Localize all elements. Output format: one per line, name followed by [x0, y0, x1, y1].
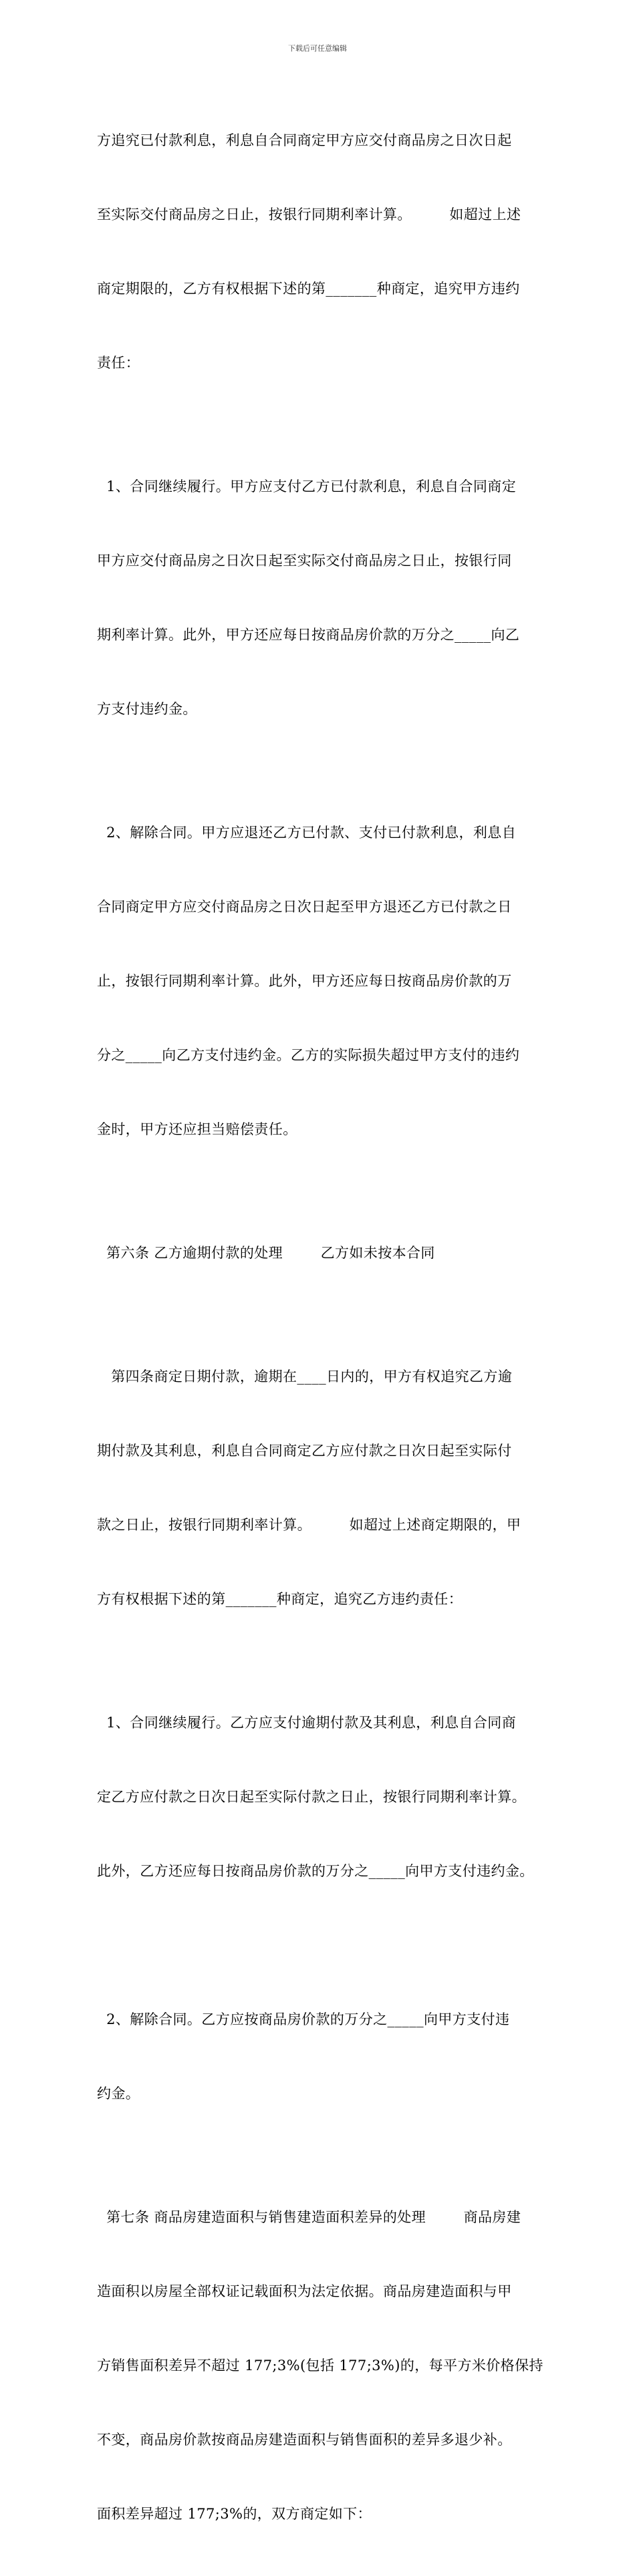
text-line: 1、合同继续履行。乙方应支付逾期付款及其利息，利息自合同商	[97, 1715, 517, 1731]
text-line: 方追究已付款利息，利息自合同商定甲方应交付商品房之日次日起	[97, 132, 512, 148]
text-line: 方销售面积差异不超过 177;3%(包括 177;3%)的，每平方米价格保持	[97, 2357, 543, 2374]
text-line: 责任：	[97, 355, 140, 371]
text-line: 合同商定甲方应交付商品房之日次日起至甲方退还乙方已付款之日	[97, 899, 512, 915]
text-line: 不变，商品房价款按商品房建造面积与销售面积的差异多退少补。	[97, 2432, 512, 2448]
text-line: 造面积以房屋全部权证记载面积为法定依据。商品房建造面积与甲	[97, 2283, 512, 2299]
text-line: 款之日止，按银行同期利率计算。 如超过上述商定期限的，甲	[97, 1517, 521, 1533]
text-line: 面积差异超过 177;3%的，双方商定如下：	[97, 2506, 372, 2522]
paragraph-late-payment	[97, 1315, 551, 1661]
article-six-heading	[97, 1191, 551, 1315]
paragraph-continue-contract-a	[97, 425, 551, 771]
text-line: 方有权根据下述的第_______种商定，追究乙方违约责任：	[97, 1591, 463, 1607]
text-line: 甲方应交付商品房之日次日起至实际交付商品房之日止，按银行同	[97, 553, 512, 569]
text-line: 止，按银行同期利率计算。此外，甲方还应每日按商品房价款的万	[97, 973, 512, 989]
paragraph-interest-clause	[97, 79, 551, 425]
text-line: 第四条商定日期付款，逾期在____日内的，甲方有权追究乙方逾	[97, 1369, 513, 1385]
paragraph-terminate-contract-a	[97, 771, 551, 1191]
text-line: 期利率计算。此外，甲方还应每日按商品房价款的万分之_____向乙	[97, 627, 520, 643]
article-seven-paragraph	[97, 2156, 551, 2576]
text-line: 约金。	[97, 2086, 140, 2102]
text-line: 第六条 乙方逾期付款的处理 乙方如未按本合同	[97, 1245, 435, 1261]
text-line: 此外，乙方还应每日按商品房价款的万分之_____向甲方支付违约金。	[97, 1863, 534, 1879]
text-line: 2、解除合同。乙方应按商品房价款的万分之_____向甲方支付违	[97, 2011, 510, 2027]
text-line: 分之_____向乙方支付违约金。乙方的实际损失超过甲方支付的违约	[97, 1047, 520, 1063]
paragraph-spacer	[97, 1933, 551, 1958]
text-line: 金时，甲方还应担当赔偿责任。	[97, 1121, 297, 1137]
paragraph-continue-contract-b	[97, 1661, 551, 1933]
paragraph-terminate-contract-b	[97, 1958, 551, 2156]
text-line: 至实际交付商品房之日止，按银行同期利率计算。 如超过上述	[97, 206, 521, 223]
text-line: 商定期限的，乙方有权根据下述的第_______种商定，追究甲方违约	[97, 281, 520, 297]
text-line: 2、解除合同。甲方应退还乙方已付款、支付已付款利息，利息自	[97, 825, 517, 841]
text-line: 方支付违约金。	[97, 701, 197, 717]
text-line: 期付款及其利息，利息自合同商定乙方应付款之日次日起至实际付	[97, 1443, 512, 1459]
document-body	[97, 79, 551, 2576]
page-header: 下载后可任意编辑	[288, 44, 347, 53]
text-line: 1、合同继续履行。甲方应支付乙方已付款利息，利息自合同商定	[97, 478, 517, 494]
text-line: 第七条 商品房建造面积与销售建造面积差异的处理 商品房建	[97, 2209, 521, 2225]
text-line: 定乙方应付款之日次日起至实际付款之日止，按银行同期利率计算。	[97, 1789, 526, 1805]
